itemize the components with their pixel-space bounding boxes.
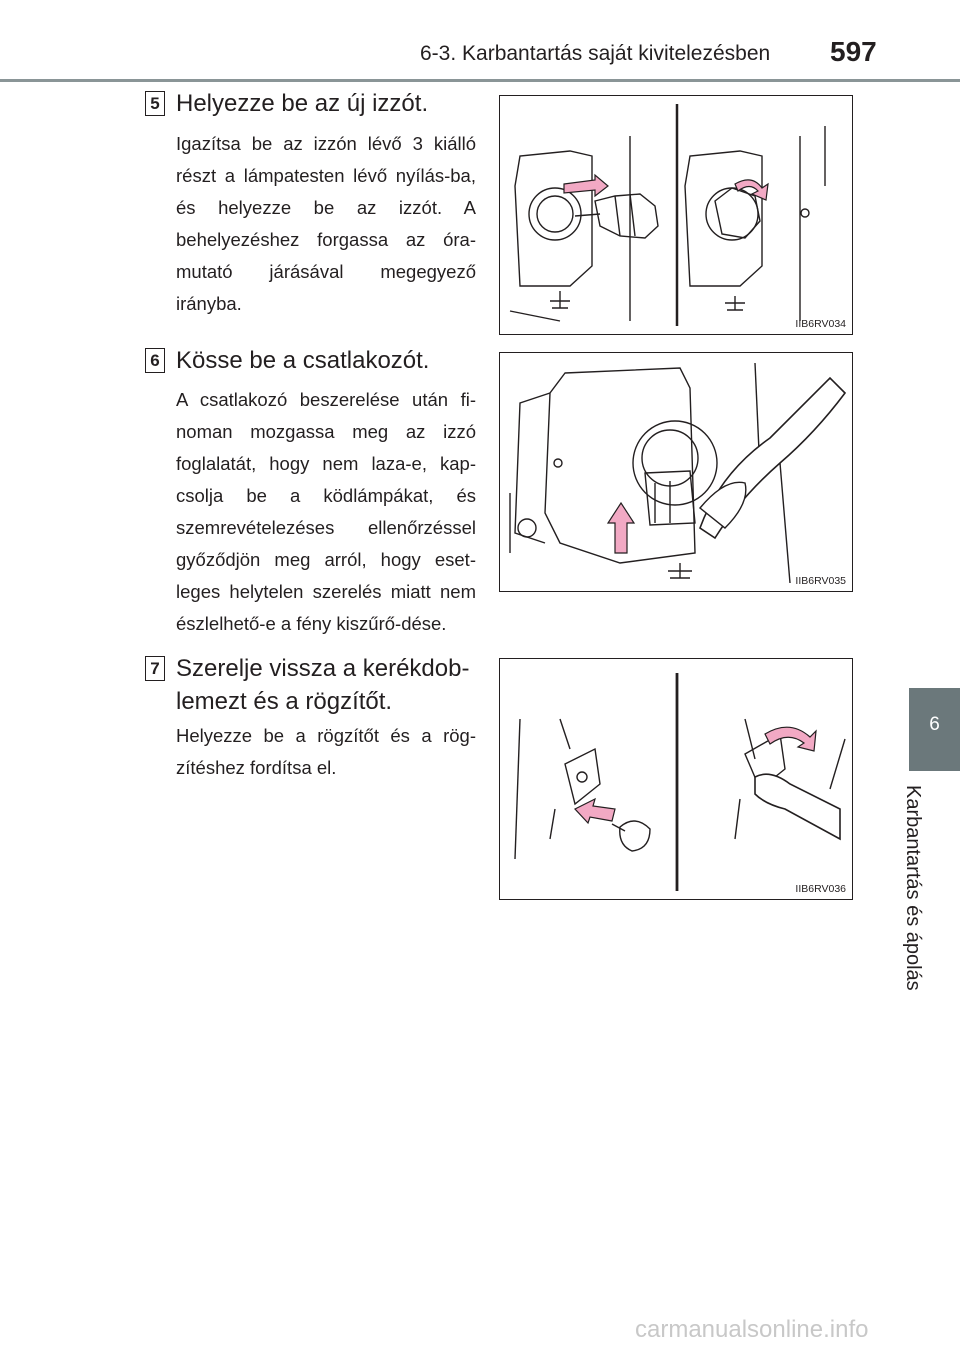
- step-title-5: Helyezze be az új izzót.: [176, 90, 429, 117]
- step-number-5: 5: [145, 91, 165, 116]
- chapter-label-text: Karbantartás és ápolás: [902, 785, 924, 991]
- step-title-6: Kösse be a csatlakozót.: [176, 347, 430, 374]
- step-text-7: Helyezze be a rögzítőt és a rög-zítéshez fordítsa el.: [176, 725, 476, 778]
- section-title: 6-3. Karbantartás saját kivitelezésben: [420, 42, 771, 65]
- chapter-tab: [909, 688, 960, 771]
- bulb-install-illustration: [500, 96, 852, 334]
- figure-connector: [499, 352, 853, 592]
- chapter-number: 6: [929, 714, 940, 735]
- step-title-7: Szerelje vissza a kerékdob-lemezt és a rögzítőt.: [176, 655, 470, 715]
- step-text-5: Igazítsa be az izzón lévő 3 kiálló részt a lámpatesten lévő nyílás-ba, és helyezze be az izzót. A behelyezéshez forgassa az óra-mutató járásával megegyező irányba.: [176, 133, 476, 314]
- figure-code: IIB6RV036: [795, 883, 846, 895]
- figure-fastener: [499, 658, 853, 900]
- page-number: 597: [830, 36, 877, 67]
- chapter-label: [902, 785, 924, 995]
- connector-illustration: [500, 353, 852, 591]
- header-rule: [0, 79, 960, 82]
- step-number-6: 6: [145, 348, 165, 373]
- figure-code: IIB6RV035: [795, 575, 846, 587]
- figure-code: IIB6RV034: [795, 318, 846, 330]
- step-text-6: A csatlakozó beszerelése után fi-noman mozgassa meg az izzó foglalatát, hogy nem laza-e, kap-csolja be a ködlámpákat, és szemrevételezéses ellenőrzéssel győződjön meg arról, hogy eset-leges helytelen szerelés miatt nem észlelhető-e a fény kiszűrő-dése.: [176, 389, 476, 634]
- step-number-7: 7: [145, 656, 165, 681]
- watermark: carmanualsonline.info: [635, 1316, 869, 1343]
- fastener-illustration: [500, 659, 852, 899]
- figure-bulb-install: [499, 95, 853, 335]
